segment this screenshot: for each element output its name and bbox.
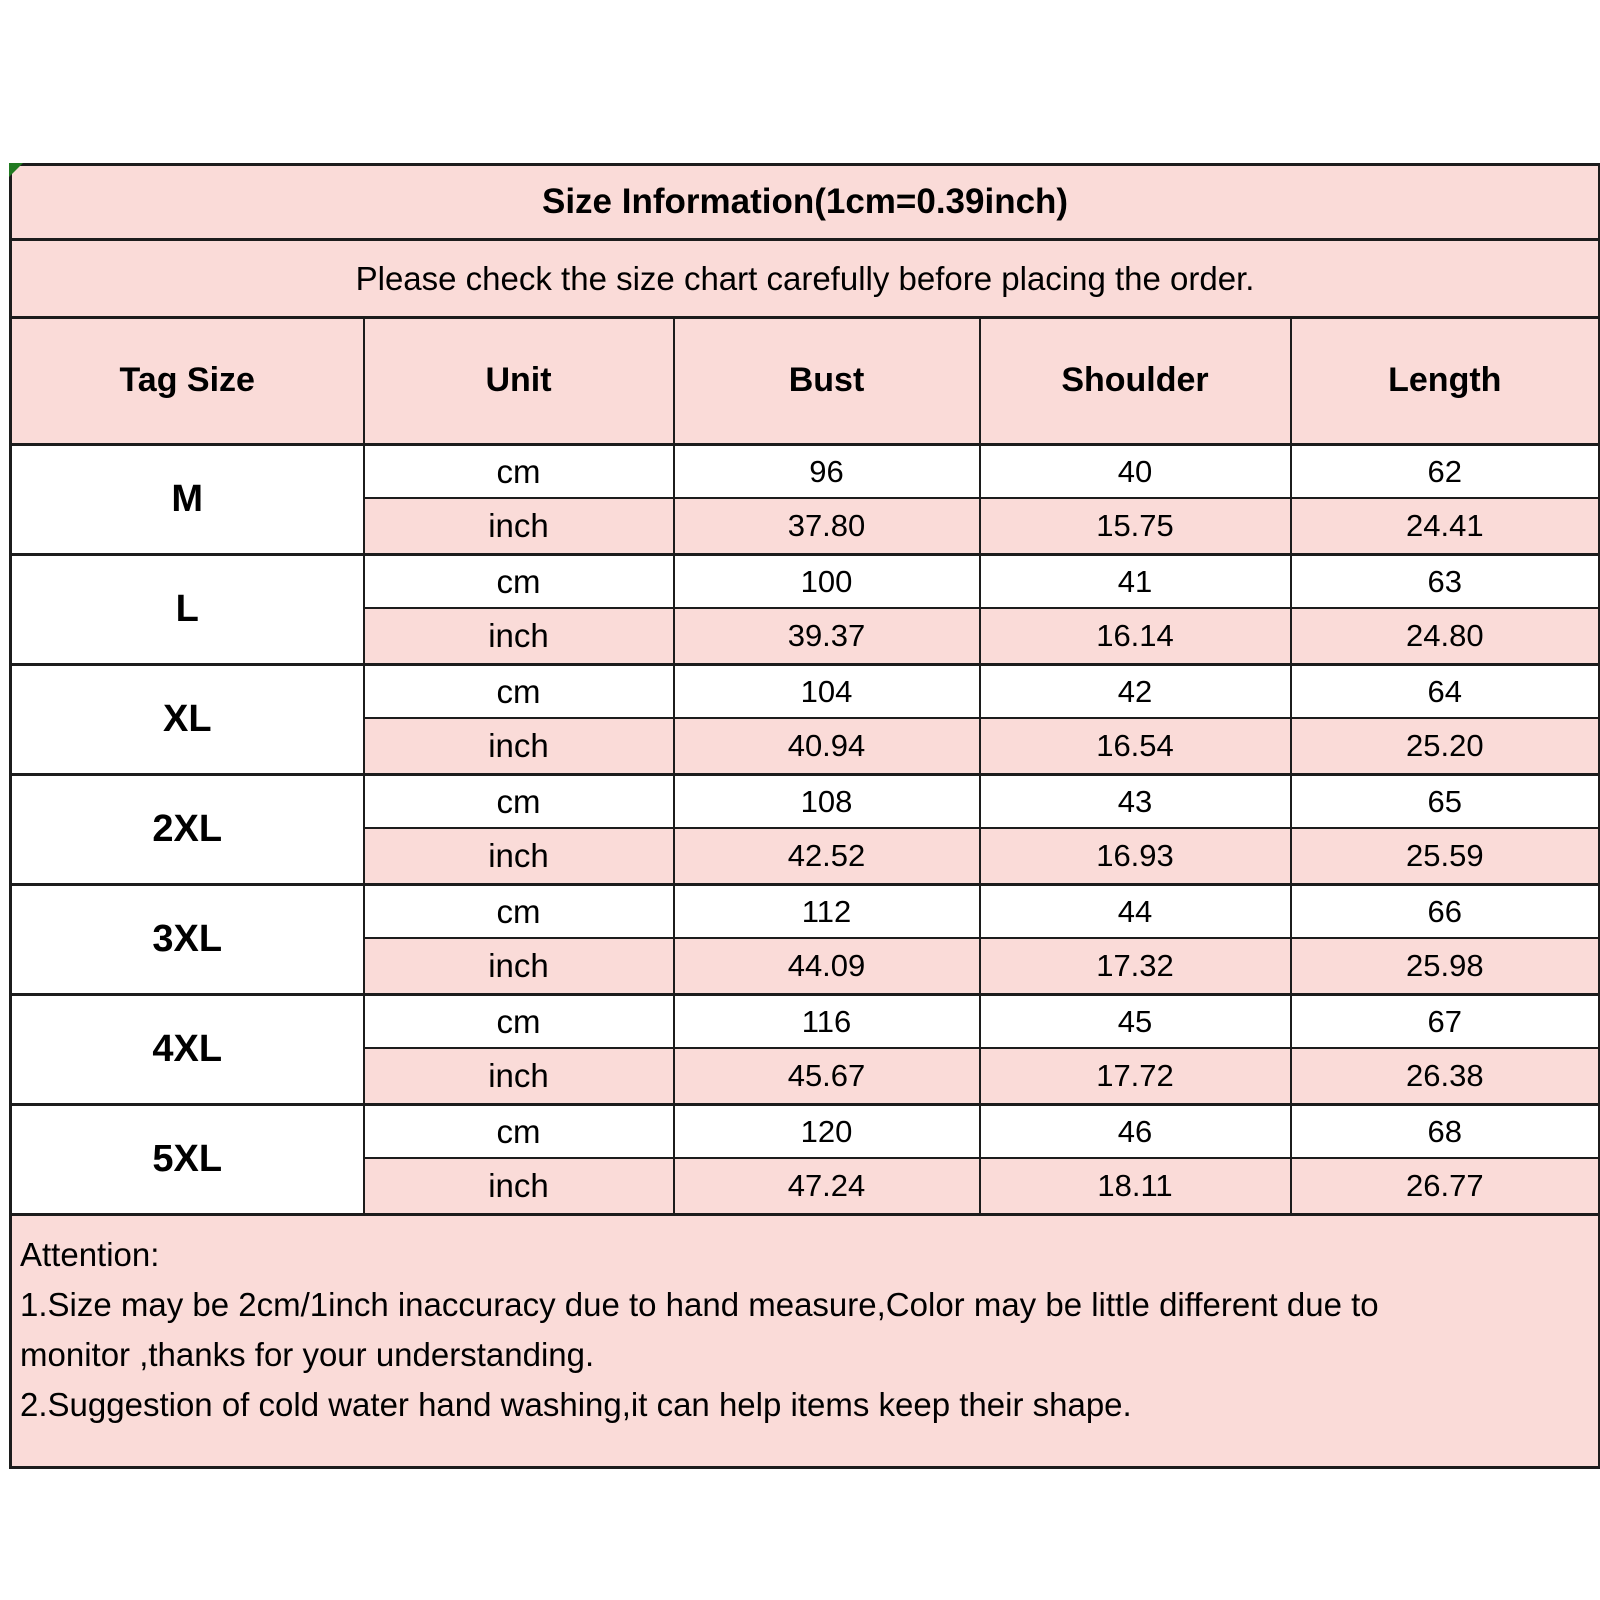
shoulder-cell: 17.32 — [980, 938, 1291, 995]
shoulder-cell: 40 — [980, 445, 1291, 499]
column-header-row — [11, 318, 1600, 445]
unit-cell: inch — [364, 938, 674, 995]
tag-cell: XL — [11, 665, 364, 775]
length-cell: 26.38 — [1291, 1048, 1600, 1105]
bust-cell: 44.09 — [674, 938, 980, 995]
length-cell: 68 — [1291, 1105, 1600, 1159]
bust-cell: 47.24 — [674, 1158, 980, 1215]
size-row-m-cm — [11, 445, 1600, 499]
tag-cell: 2XL — [11, 775, 364, 885]
bust-cell: 45.67 — [674, 1048, 980, 1105]
bust-cell: 112 — [674, 885, 980, 939]
column-header-bust: Bust — [674, 318, 980, 445]
attention-note-1-line-1: 1.Size may be 2cm/1inch inaccuracy due to hand measure,Color may be little different due to — [20, 1286, 1379, 1323]
tag-cell: 4XL — [11, 995, 364, 1105]
bust-cell: 42.52 — [674, 828, 980, 885]
bust-cell: 116 — [674, 995, 980, 1049]
unit-cell: cm — [364, 665, 674, 719]
subtitle-row — [11, 240, 1600, 318]
shoulder-cell: 46 — [980, 1105, 1291, 1159]
shoulder-cell: 15.75 — [980, 498, 1291, 555]
column-header-tag-size: Tag Size — [11, 318, 364, 445]
length-cell: 66 — [1291, 885, 1600, 939]
unit-cell: cm — [364, 1105, 674, 1159]
length-cell: 64 — [1291, 665, 1600, 719]
attention-note-1-line-2: monitor ,thanks for your understanding. — [20, 1336, 595, 1373]
table-subtitle: Please check the size chart carefully before placing the order. — [11, 240, 1600, 318]
shoulder-cell: 17.72 — [980, 1048, 1291, 1105]
length-cell: 65 — [1291, 775, 1600, 829]
unit-cell: cm — [364, 995, 674, 1049]
bust-cell: 120 — [674, 1105, 980, 1159]
length-cell: 62 — [1291, 445, 1600, 499]
shoulder-cell: 16.93 — [980, 828, 1291, 885]
unit-cell: inch — [364, 498, 674, 555]
bust-cell: 39.37 — [674, 608, 980, 665]
size-table — [9, 163, 1600, 1469]
unit-cell: inch — [364, 1158, 674, 1215]
tag-cell: M — [11, 445, 364, 555]
unit-cell: inch — [364, 828, 674, 885]
unit-cell: cm — [364, 775, 674, 829]
shoulder-cell: 16.54 — [980, 718, 1291, 775]
size-row-l-cm — [11, 555, 1600, 609]
unit-cell: inch — [364, 1048, 674, 1105]
title-row — [11, 165, 1600, 240]
length-cell: 24.80 — [1291, 608, 1600, 665]
column-header-shoulder: Shoulder — [980, 318, 1291, 445]
shoulder-cell: 42 — [980, 665, 1291, 719]
length-cell: 67 — [1291, 995, 1600, 1049]
tag-cell: L — [11, 555, 364, 665]
shoulder-cell: 41 — [980, 555, 1291, 609]
length-cell: 25.20 — [1291, 718, 1600, 775]
unit-cell: cm — [364, 445, 674, 499]
size-row-3xl-cm — [11, 885, 1600, 939]
unit-cell: inch — [364, 608, 674, 665]
unit-cell: cm — [364, 885, 674, 939]
bust-cell: 100 — [674, 555, 980, 609]
length-cell: 24.41 — [1291, 498, 1600, 555]
size-row-xl-cm — [11, 665, 1600, 719]
shoulder-cell: 16.14 — [980, 608, 1291, 665]
bust-cell: 96 — [674, 445, 980, 499]
column-header-length: Length — [1291, 318, 1600, 445]
attention-note — [11, 1215, 1600, 1468]
bust-cell: 40.94 — [674, 718, 980, 775]
attention-heading: Attention: — [20, 1236, 160, 1273]
tag-cell: 3XL — [11, 885, 364, 995]
unit-cell: cm — [364, 555, 674, 609]
bust-cell: 104 — [674, 665, 980, 719]
attention-row — [11, 1215, 1600, 1468]
shoulder-cell: 18.11 — [980, 1158, 1291, 1215]
length-cell: 25.59 — [1291, 828, 1600, 885]
tag-cell: 5XL — [11, 1105, 364, 1215]
shoulder-cell: 45 — [980, 995, 1291, 1049]
length-cell: 63 — [1291, 555, 1600, 609]
size-row-5xl-cm — [11, 1105, 1600, 1159]
table-title: Size Information(1cm=0.39inch) — [11, 165, 1600, 240]
length-cell: 26.77 — [1291, 1158, 1600, 1215]
size-row-2xl-cm — [11, 775, 1600, 829]
attention-note-2: 2.Suggestion of cold water hand washing,it can help items keep their shape. — [20, 1386, 1132, 1423]
length-cell: 25.98 — [1291, 938, 1600, 995]
bust-cell: 37.80 — [674, 498, 980, 555]
column-header-unit: Unit — [364, 318, 674, 445]
unit-cell: inch — [364, 718, 674, 775]
bust-cell: 108 — [674, 775, 980, 829]
shoulder-cell: 44 — [980, 885, 1291, 939]
shoulder-cell: 43 — [980, 775, 1291, 829]
size-row-4xl-cm — [11, 995, 1600, 1049]
